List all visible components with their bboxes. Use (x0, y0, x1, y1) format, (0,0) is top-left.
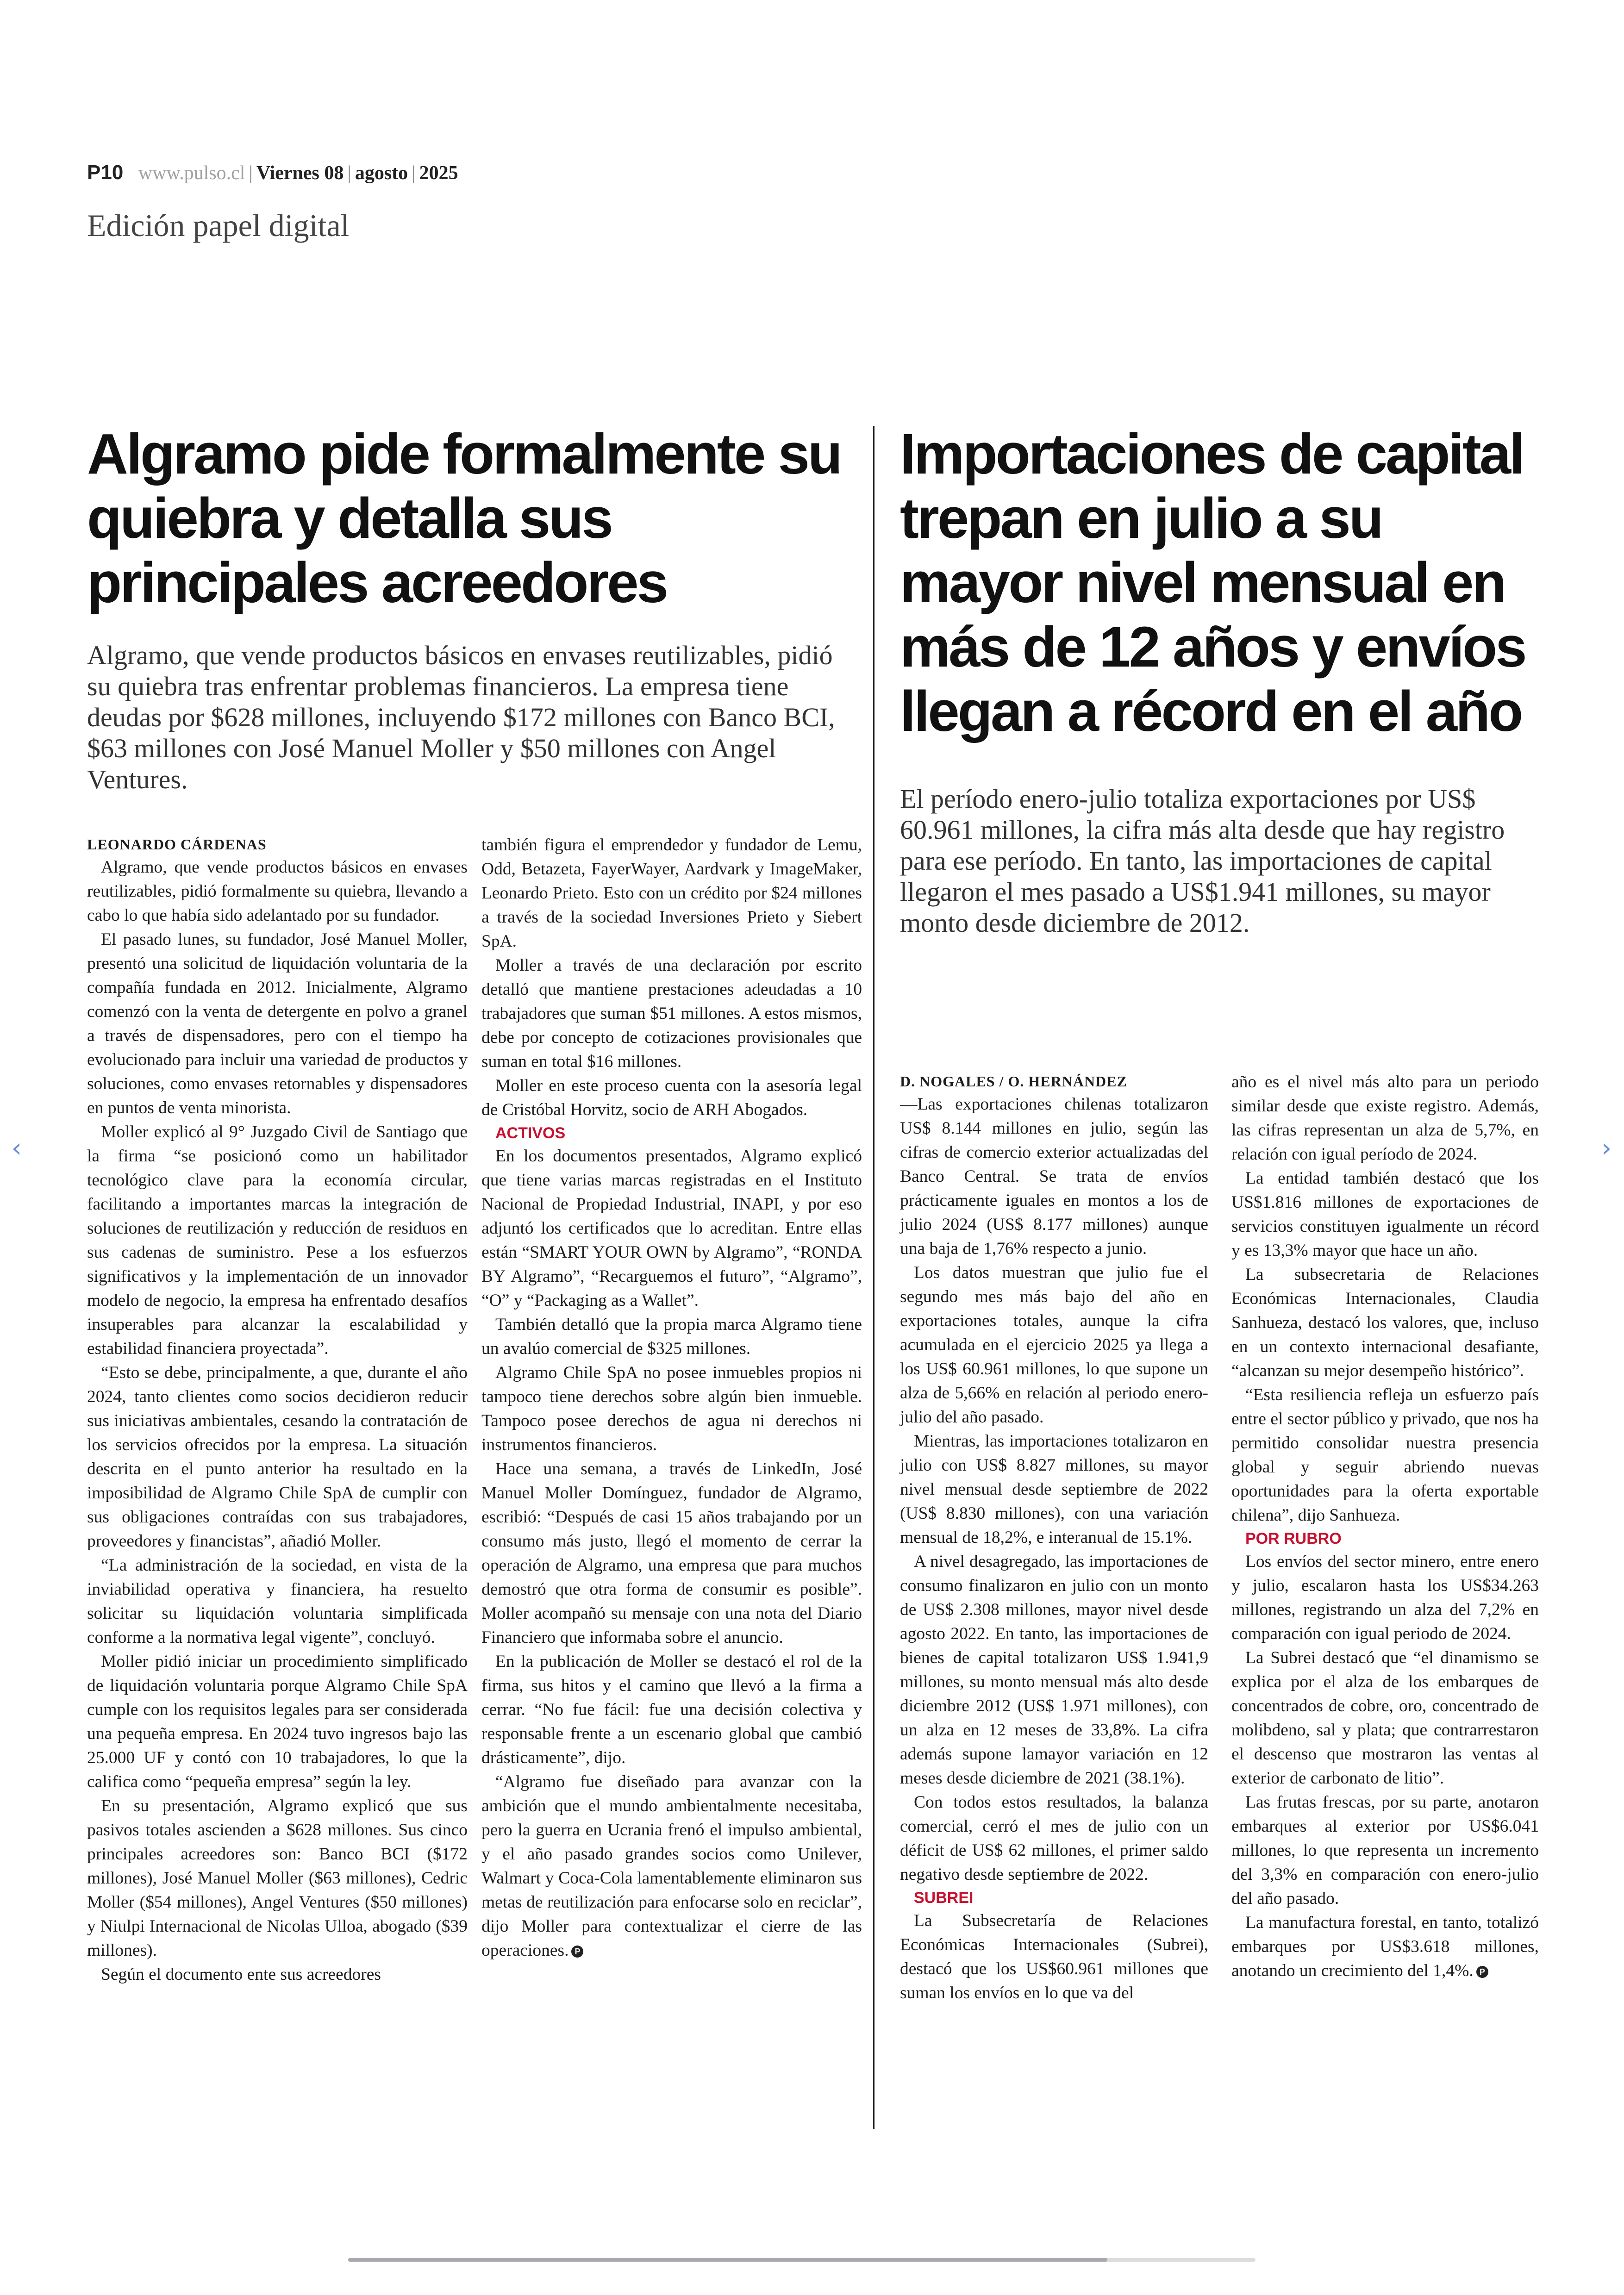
site-url[interactable]: www.pulso.cl (138, 162, 245, 184)
paragraph: Algramo, que vende productos básicos en envases reutilizables, pidió formalmente su quiebra, llevando a cabo lo que había sido adelantado por su fundador. (87, 858, 468, 925)
article2-lede: El período enero-julio totaliza exportaciones por US$ 60.961 millones, la cifra más alta desde que hay registro para ese período. En tanto, las importaciones de capital llegaron el mes pasado a US$1.941 millones, su mayor monto desde diciembre de 2012. (900, 784, 1505, 938)
paragraph: Moller a través de una declaración por escrito detalló que mantiene prestaciones adeudadas a 10 trabajadores que suman $51 millones. A estos mismos, debe por concepto de cotizaciones provisionales que suman en total $16 millones. (481, 956, 862, 1071)
paragraph: año es el nivel más alto para un periodo similar desde que existe registro. Además, las cifras representan un alza de 5,7%, en relación con igual período de 2024. (1231, 1073, 1539, 1164)
page-header: P10 www.pulso.cl | Viernes 08 | agosto | 2025 (87, 161, 458, 184)
paragraph: Moller explicó al 9° Juzgado Civil de Santiago que la firma “se posicionó como un habilitador tecnológico clave para la economía circular, facilitando a importantes marcas la integración de soluciones de reutilización y reducción de residuos en sus cadenas de suministro. Pese a los esfuerzos significativos y la implementación de un innovador modelo de negocio, la empresa ha enfrentado desafíos insuperables para alcanzar la escalabilidad y estabilidad financiera proyectada”. (87, 1123, 468, 1358)
article1-byline: LEONARDO CÁRDENAS (87, 836, 267, 853)
edition-label: Edición papel digital (87, 208, 350, 243)
page-number: P10 (87, 161, 124, 184)
article1-lede: Algramo, que vende productos básicos en envases reutilizables, pidió su quiebra tras enfrentar problemas financieros. La empresa tiene deudas por $628 millones, incluyendo $172 millones con Banco BCI, $63 millones con José Manuel Moller y $50 millones con Angel Ventures. (87, 640, 835, 794)
paragraph: En los documentos presentados, Algramo explicó que tiene varias marcas registradas en el Instituto Nacional de Propiedad Industrial, INAPI, y por eso adjuntó los certificados que lo acreditan. Entre ellas están “SMART YOUR OWN by Algramo”, “RONDA BY Algramo”, “Recarguemos el futuro”, “Algramo”, “O” y “Packaging as a Wallet”. (481, 1147, 862, 1310)
article2-byline: D. NOGALES / O. HERNÁNDEZ (900, 1073, 1127, 1090)
article1-headline: Algramo pide formalmente su quiebra y detalla sus principales acreedores (87, 423, 841, 615)
end-mark-icon: P (1476, 1966, 1488, 1978)
paragraph: Los envíos del sector minero, entre enero y julio, escalaron hasta los US$34.263 millones, registrando un alza del 7,2% en comparación con igual periodo de 2024. (1231, 1552, 1539, 1643)
paragraph: Los datos muestran que julio fue el segundo mes más bajo del año en exportaciones totales, aunque la cifra acumulada en el ejercicio 2025 ya llega a los US$ 60.961 millones, lo que supone un alza de 5,66% en relación al periodo enero-julio del año pasado. (900, 1263, 1208, 1427)
paragraph: La subsecretaria de Relaciones Económicas Internacionales, Claudia Sanhueza, destacó los valores, que, incluso en un contexto internacional desafiante, “alcanzan su mejor desempeño histórico”. (1231, 1265, 1539, 1380)
paragraph: También detalló que la propia marca Algramo tiene un avalúo comercial de $325 millones. (481, 1315, 862, 1358)
paragraph: “Esto se debe, principalmente, a que, durante el año 2024, tanto clientes como socios decidieron reducir sus iniciativas ambientales, cesando la contratación de los servicios ofrecidos por la empresa. La situación descrita en el punto anterior ha resultado en la imposibilidad de Algramo Chile SpA de cumplir con sus obligaciones contraídas con sus trabajadores, proveedores y financistas”, añadió Moller. (87, 1363, 468, 1551)
paragraph: El pasado lunes, su fundador, José Manuel Moller, presentó una solicitud de liquidación voluntaria de la compañía fundada en 2012. Inicialmente, Algramo comenzó con la venta de detergente en polvo a granel a través de dispensadores, pero con el tiempo ha evolucionado para incluir una variedad de productos y soluciones, como envases retornables y dispensadores en puntos de venta minorista. (87, 930, 468, 1117)
paragraph: Mientras, las importaciones totalizaron en julio con US$ 8.827 millones, su mayor nivel mensual desde septiembre de 2022 (US$ 8.830 millones), con una variación mensual de 18,2%, e interanual de 15.1%. (900, 1432, 1208, 1547)
previous-page-chevron-icon[interactable]: ‹ (11, 1133, 22, 1163)
paragraph: —Las exportaciones chilenas totalizaron US$ 8.144 millones en julio, según las cifras de comercio exterior actualizadas del Banco Central. Se trata de envíos prácticamente iguales en montos a los de julio 2024 (US$ 8.177 millones) aunque una baja de 1,76% respecto a junio. (900, 1095, 1208, 1258)
issue-month: agosto (355, 162, 408, 184)
article2-column-2 (1231, 1070, 1539, 1983)
article1-column-1 (87, 833, 468, 1987)
subhead-subrei: SUBREI (914, 1889, 974, 1907)
paragraph: Moller en este proceso cuenta con la asesoría legal de Cristóbal Horvitz, socio de ARH Abogados. (481, 1076, 862, 1119)
paragraph: “La administración de la sociedad, en vista de la inviabilidad operativa y financiera, ha resuelto solicitar su liquidación voluntaria simplificada conforme a la normativa legal vigente”, concluyó. (87, 1556, 468, 1647)
paragraph: Las frutas frescas, por su parte, anotaron embarques al exterior por US$6.041 millones, lo que representa un incremento del 3,3% en comparación con enero-julio del año pasado. (1231, 1793, 1539, 1908)
horizontal-scrollbar-thumb[interactable] (348, 2258, 1107, 2262)
end-mark-icon: P (571, 1946, 583, 1958)
column-divider (873, 426, 874, 2129)
paragraph: también figura el emprendedor y fundador de Lemu, Odd, Betazeta, FayerWayer, Aardvark y ImageMaker, Leonardo Prieto. Esto con un crédito por $24 millones a través de la sociedad Inversiones Prieto y Siebert SpA. (481, 836, 862, 951)
article2-headline: Importaciones de capital trepan en julio a su mayor nivel mensual en más de 12 años y envíos llegan a récord en el año (900, 423, 1525, 743)
article2-column-1 (900, 1070, 1208, 2005)
article1-column-2 (481, 833, 862, 1963)
paragraph: “Esta resiliencia refleja un esfuerzo país entre el sector público y privado, que nos ha permitido consolidar nuestra presencia global y seguir abriendo nuevas oportunidades para la oferta exportable chilena”, dijo Sanhueza. (1231, 1385, 1539, 1525)
paragraph: Hace una semana, a través de LinkedIn, José Manuel Moller Domínguez, fundador de Algramo, escribió: “Después de casi 15 años trabajando por un consumo más justo, llegó el momento de cerrar la operación de Algramo, una empresa que para muchos demostró que otra forma de consumir es posible”. Moller acompañó su mensaje con una nota del Diario Financiero que informaba sobre el anuncio. (481, 1459, 862, 1647)
paragraph: La Subsecretaría de Relaciones Económicas Internacionales (Subrei), destacó que los US$60.961 millones que suman los envíos en lo que va del (900, 1911, 1208, 2002)
subhead-por-rubro: POR RUBRO (1245, 1530, 1342, 1547)
paragraph-last: “Algramo fue diseñado para avanzar con la ambición que el mundo ambientalmente necesitaba, pero la guerra en Ucrania frenó el impulso ambiental, y el año pasado grandes socios como Unilever, Walmart y Coca-Cola lamentablemente eliminaron sus metas de reutilización para enfocarse solo en reciclar”, dijo Moller para contextualizar el cierre de las operaciones. P (481, 1772, 862, 1960)
paragraph: La Subrei destacó que “el dinamismo se explica por el alza de los embarques de concentrados de cobre, oro, concentrado de molibdeno, sal y plata; que contrarrestaron el descenso que mostraron las ventas al exterior de carbonato de litio”. (1231, 1648, 1539, 1788)
paragraph: Con todos estos resultados, la balanza comercial, cerró el mes de julio con un déficit de US$ 62 millones, el primer saldo negativo desde septiembre de 2022. (900, 1793, 1208, 1884)
paragraph: En la publicación de Moller se destacó el rol de la firma, sus hitos y el camino que llevó a la firma a cerrar. “No fue fácil: fue una decisión colectiva y responsable frente a un escenario global que cambió drásticamente”, dijo. (481, 1652, 862, 1767)
paragraph: A nivel desagregado, las importaciones de consumo finalizaron en julio con un monto de US$ 2.308 millones, mayor nivel desde agosto 2022. En tanto, las importaciones de bienes de capital totalizaron US$ 1.941,9 millones, su monto mensual más alto desde diciembre 2012 (US$ 1.971 millones), con un alza en 12 meses de 33,8%. La cifra además supone lamayor variación en 12 meses desde diciembre de 2021 (38.1%). (900, 1552, 1208, 1788)
paragraph: Algramo Chile SpA no posee inmuebles propios ni tampoco tiene derechos sobre algún bien inmueble. Tampoco posee derechos de agua ni derechos ni instrumentos financieros. (481, 1363, 862, 1454)
subhead-activos: ACTIVOS (495, 1124, 566, 1142)
paragraph: En su presentación, Algramo explicó que sus pasivos totales ascienden a $628 millones. Sus cinco principales acreedores son: Banco BCI ($172 millones), José Manuel Moller ($63 millones), Cedric Moller ($54 millones), Angel Ventures ($50 millones) y Niulpi Internacional de Nicolas Ulloa, abogado ($39 millones). (87, 1796, 468, 1960)
issue-year: 2025 (419, 162, 458, 184)
paragraph-last: La manufactura forestal, en tanto, totalizó embarques por US$3.618 millones, anotando un crecimiento del 1,4%. P (1231, 1913, 1539, 1980)
paragraph: Moller pidió iniciar un procedimiento simplificado de liquidación voluntaria porque Algramo Chile SpA cumple con los requisitos legales para ser considerada una pequeña empresa. En 2024 tuvo ingresos bajo las 25.000 UF y contó con 10 trabajadores, lo que la califica como “pequeña empresa” según la ley. (87, 1652, 468, 1791)
next-page-chevron-icon[interactable]: › (1601, 1133, 1612, 1163)
issue-day: Viernes 08 (256, 162, 344, 184)
paragraph: La entidad también destacó que los US$1.816 millones de exportaciones de servicios constituyen igualmente un récord y es 13,3% mayor que hace un año. (1231, 1169, 1539, 1260)
paragraph: Según el documento ente sus acreedores (101, 1965, 381, 1984)
